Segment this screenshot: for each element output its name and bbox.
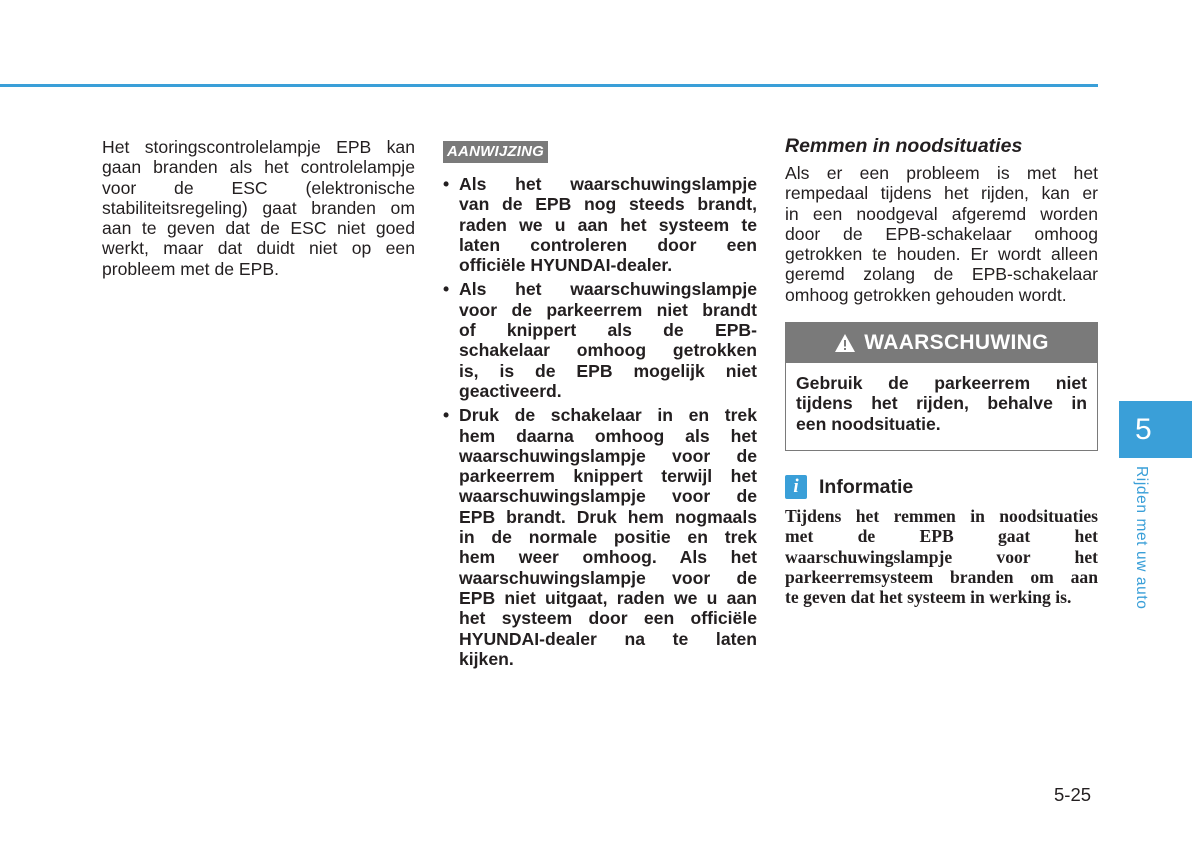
info-icon: i bbox=[785, 475, 807, 499]
text-line: kijken. bbox=[459, 648, 514, 669]
text-line: Als het waarschuwingslampje bbox=[459, 174, 757, 194]
text-line: getrokken te houden. Er wordt alleen bbox=[785, 244, 1098, 265]
text-line: stabiliteitsregeling) gaat branden om bbox=[102, 197, 415, 218]
text-line: waarschuwingslampje voor de bbox=[459, 445, 757, 466]
chapter-title: Rijden met uw auto bbox=[1133, 466, 1150, 610]
text-line: rempedaal tijdens het rijden, kan er bbox=[785, 183, 1098, 204]
text-line: tijdens het rijden, behalve in bbox=[796, 393, 1087, 414]
text-line: voor de ESC (elektronische bbox=[102, 177, 415, 198]
text-line: een noodsituatie. bbox=[796, 413, 941, 434]
text-line: hem daarna omhoog als het bbox=[459, 425, 757, 446]
text-line: in de normale positie en trek bbox=[459, 527, 757, 548]
information-section bbox=[785, 474, 1098, 607]
text-line: EPB niet uitgaat, raden we u aan bbox=[459, 587, 757, 608]
text-line: Tijdens het remmen in noodsituaties bbox=[785, 505, 1098, 526]
page-number: 5-25 bbox=[1054, 784, 1092, 805]
information-header bbox=[785, 474, 1098, 500]
information-text bbox=[785, 506, 1098, 607]
chapter-number: 5 bbox=[1135, 412, 1152, 446]
warning-box bbox=[785, 322, 1098, 451]
text-line: waarschuwingslampje voor de bbox=[459, 567, 757, 588]
note-tag: AANWIJZING bbox=[443, 141, 548, 163]
text-line: schakelaar omhoog getrokken bbox=[459, 340, 757, 361]
text-line: is, is de EPB mogelijk niet bbox=[459, 360, 757, 381]
list-item bbox=[443, 174, 757, 275]
text-line: HYUNDAI-dealer na te laten bbox=[459, 628, 757, 649]
bullet-icon: • bbox=[443, 279, 450, 300]
text-line: Als er een probleem is met het bbox=[785, 163, 1098, 183]
text-line: of knippert als de EPB- bbox=[459, 320, 757, 341]
warning-header bbox=[786, 323, 1097, 363]
chapter-tab bbox=[1119, 401, 1192, 458]
text-line: Het storingscontrolelampje EPB kan bbox=[102, 137, 415, 157]
text-line: het systeem door een officiële bbox=[459, 608, 757, 629]
text-line: waarschuwingslampje voor de bbox=[459, 486, 757, 507]
warning-title: WAARSCHUWING bbox=[864, 330, 1049, 354]
text-line: te geven dat het systeem in werking is. bbox=[785, 587, 1072, 608]
text-line: aan te geven dat de ESC niet goed bbox=[102, 218, 415, 239]
text-line: door de EPB-schakelaar omhoog bbox=[785, 223, 1098, 244]
text-line: Druk de schakelaar in en trek bbox=[459, 405, 757, 426]
text-line: in een noodgeval afgeremd worden bbox=[785, 203, 1098, 224]
left-column-paragraph bbox=[102, 137, 415, 279]
text-line: EPB brandt. Druk hem nogmaals bbox=[459, 506, 757, 527]
section-heading: Remmen in noodsituaties bbox=[785, 135, 1023, 157]
bullet-icon: • bbox=[443, 174, 450, 194]
text-line: geremd zolang de EPB-schakelaar bbox=[785, 264, 1098, 285]
bullet-icon: • bbox=[443, 405, 450, 426]
information-title: Informatie bbox=[819, 475, 914, 498]
text-line: laten controleren door een bbox=[459, 234, 757, 255]
text-line: van de EPB nog steeds brandt, bbox=[459, 194, 757, 215]
text-line: raden we u aan het systeem te bbox=[459, 214, 757, 235]
text-line: Gebruik de parkeerrem niet bbox=[796, 373, 1087, 394]
emergency-paragraph bbox=[785, 163, 1098, 305]
text-line: voor de parkeerrem niet brandt bbox=[459, 299, 757, 320]
text-line: geactiveerd. bbox=[459, 380, 562, 401]
text-line: Als het waarschuwingslampje bbox=[459, 279, 757, 300]
warning-triangle-icon bbox=[834, 333, 856, 353]
list-item bbox=[443, 279, 757, 401]
text-line: gaan branden als het controlelampje bbox=[102, 157, 415, 178]
text-line: parkeerrem knippert terwijl het bbox=[459, 466, 757, 487]
text-line: hem weer omhoog. Als het bbox=[459, 547, 757, 568]
list-item bbox=[443, 405, 757, 669]
note-bullet-list bbox=[443, 174, 757, 669]
text-line: probleem met de EPB. bbox=[102, 258, 280, 279]
header-rule bbox=[0, 84, 1098, 87]
text-line: omhoog getrokken gehouden wordt. bbox=[785, 284, 1067, 305]
text-line: waarschuwingslampje voor het bbox=[785, 546, 1098, 567]
warning-text bbox=[786, 363, 1097, 450]
text-line: met de EPB gaat het bbox=[785, 526, 1098, 547]
note-section bbox=[443, 140, 757, 673]
text-line: parkeerremsysteem branden om aan bbox=[785, 566, 1098, 587]
text-line: officiële HYUNDAI-dealer. bbox=[459, 255, 673, 276]
text-line: werkt, maar dat duidt niet op een bbox=[102, 238, 415, 259]
right-column bbox=[785, 135, 1098, 607]
